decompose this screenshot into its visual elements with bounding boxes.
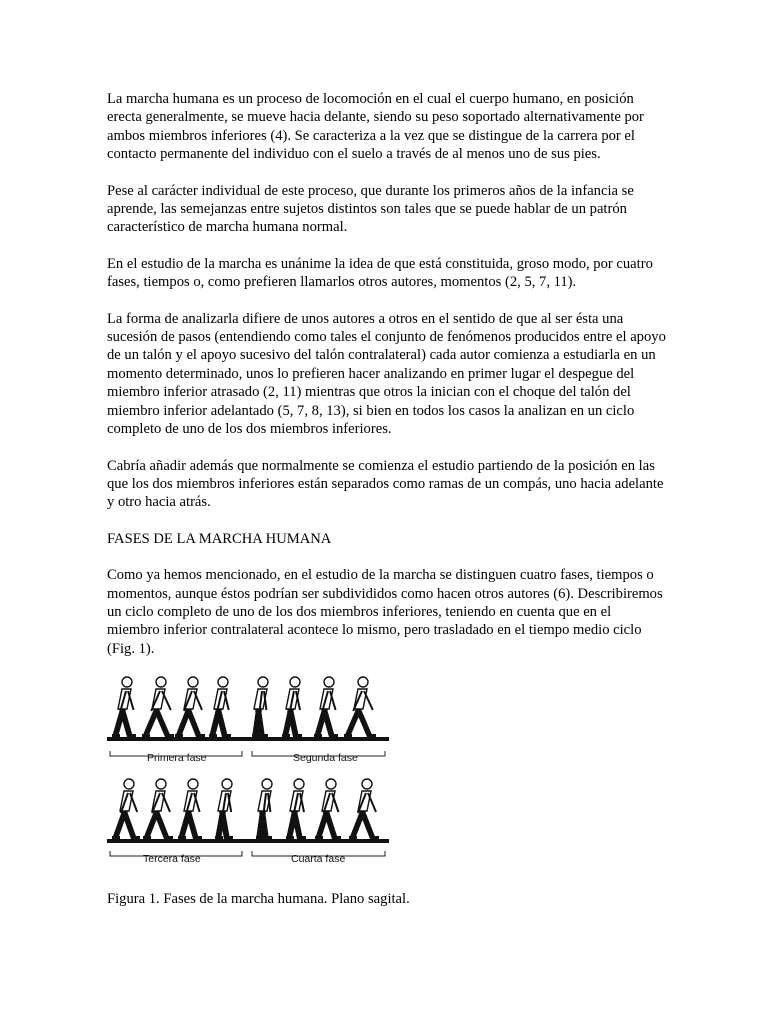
walker-bottom-2 [143,779,173,839]
phase-label-1: Primera fase [147,752,207,765]
paragraph-5: Cabría añadir además que normalmente se comienza el estudio partiendo de la posición en las que los dos miembros inferiores están separados como ramas de un compás, uno hacia adelante y otro hacia atrás. [107,457,664,511]
walker-top-3 [175,677,205,737]
paragraph-4: La forma de analizarla difiere de unos autores a otros en el sentido de que al ser ésta una sucesión de pasos (entendiendo como tales el conjunto de fenómenos producidos entre el apoyo de un talón y el apoyo sucesivo del talón contralateral) cada autor comienza a estudiarla en un momento determinado, unos lo prefieren hacer analizando en primer lugar el despegue del miembro inferior atrasado (2, 11) mientras que otros la inician con el choque del talón del miembro inferior adelantado (5, 7, 8, 13), si bien en todos los casos la analizan en un ciclo completo de uno de los dos miembros inferiores. [107,310,666,438]
ground-line-top [107,737,389,741]
phase-label-2: Segunda fase [293,752,358,765]
paragraph-1: La marcha humana es un proceso de locomoción en el cual el cuerpo humano, en posición erecta generalmente, se mueve hacia delante, siendo su peso soportado alternativamente por ambos miembros inferiores (4). Se caracteriza a la vez que se distingue de la carrera por el contacto permanente del individuo con el suelo a través de al menos uno de sus pies. [107,91,644,163]
walker-top-7 [314,677,338,737]
phase-label-3: Tercera fase [143,853,201,866]
ground-line-bottom [107,839,389,843]
paragraph-2: Pese al carácter individual de este proceso, que durante los primeros años de la infancia se aprende, las semejanzas entre sujetos distintos son tales que se puede hablar de un patrón característico de marcha humana normal. [107,182,634,236]
walker-top-2 [142,677,174,737]
section-paragraph: Como ya hemos mencionado, en el estudio de la marcha se distinguen cuatro fases, tiempos o momentos, aunque éstos podrían ser subdivididos como hacen otros autores (6). Describiremos un ciclo completo de uno de los dos miembros inferiores, teniendo en cuenta que en el miembro inferior contralateral acontece lo mismo, pero trasladado en el tiempo medio ciclo (Fig. 1). [107,567,663,657]
walker-top-4 [209,677,231,737]
walker-top-1 [112,677,136,737]
document-page [107,90,667,907]
walker-bottom-4 [215,779,233,839]
gait-phases-figure [107,676,397,881]
walker-top-5 [252,677,268,737]
walker-top-8 [344,677,376,737]
walker-top-6 [282,677,302,737]
walker-bottom-6 [286,779,306,839]
gait-illustration [107,676,397,881]
figure-caption: Figura 1. Fases de la marcha humana. Plano sagital. [107,890,410,907]
paragraph-3: En el estudio de la marcha es unánime la idea de que está constituida, groso modo, por cuatro fases, tiempos o, como prefieren llamarlos otros autores, momentos (2, 5, 7, 11). [107,255,653,291]
walker-bottom-1 [112,779,140,839]
phase-label-4: Cuarta fase [291,853,346,866]
walker-bottom-8 [349,779,379,839]
walker-bottom-3 [178,779,202,839]
section-heading: FASES DE LA MARCHA HUMANA [107,530,332,547]
walker-bottom-5 [256,779,272,839]
walker-bottom-7 [315,779,341,839]
